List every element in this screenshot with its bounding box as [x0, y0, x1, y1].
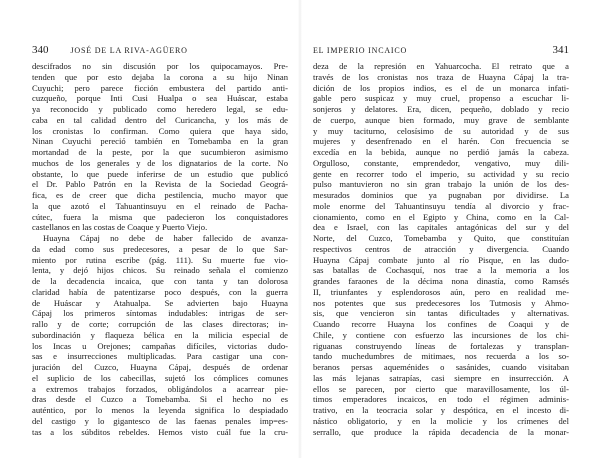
- right-page-body: [313, 61, 569, 437]
- text-line: mujeres y desenfrenado en el harén. Con frecuencia se: [313, 136, 569, 147]
- text-line: Chile, y contiene con esfuerzo las incursiones de los chi-: [313, 329, 569, 340]
- text-line: rallo y de corte; corrupción de las clases directoras; in-: [32, 319, 288, 329]
- text-line: fica, es de creer que dicha pestilencia, mucho mayor que: [32, 190, 288, 200]
- text-line: a extremos trabajos forzados, obligándolos a acarrear pie-: [32, 383, 288, 394]
- text-line: de cuerpo, aunque bien formado, muy grave de semblante: [313, 114, 569, 125]
- text-line: juración del Cuzco, Huayna Cápaj, después de ordenar: [32, 362, 288, 372]
- text-line: las más lejanas satrapías, casi siempre en insurrección. A: [313, 372, 569, 383]
- text-line: sas batallas de Cochasquí, nos trae a la memoria a los: [313, 265, 569, 276]
- text-line: de Huáscar y Atahualpa. Se advierten bajo Huayna: [32, 297, 288, 308]
- text-line: respectivos centros de atracción y divergencia. Cuando: [313, 243, 569, 254]
- text-line: miento por rutina escribe (pág. 111). Su muerte fue vio-: [32, 254, 288, 265]
- text-line: Cápaj los primeros síntomas indudables: intrigas de ser-: [32, 308, 288, 319]
- text-line: sis, que vencieron sin tantas dificultades y alternativas.: [313, 308, 569, 319]
- text-line: ellos se parecen, por cierto que maravillosamente, los úl-: [313, 383, 569, 394]
- text-line: el Dr. Pablo Patrón en la Revista de la Sociedad Geográ-: [32, 179, 288, 190]
- text-line: subordinación y flaqueza bélica en la milicia especial de: [32, 329, 288, 340]
- right-running-head: EL IMPERIO INCAICO: [313, 46, 408, 55]
- text-line: trativo, en la teocracia solar y despótica, en el incesto di-: [313, 405, 569, 415]
- text-line: nástico obligatorio, y en la molicie y los crímenes del: [313, 415, 569, 426]
- text-line: claridad había de patentizarse poco después, con la guerra: [32, 286, 288, 297]
- text-line: la que azotó el Tahuantinsuyu en el reinado de Pacha-: [32, 200, 288, 211]
- text-line: ya reconocido y publicado como heredero legal, se edu-: [32, 104, 288, 114]
- text-line: mole enorme del Tahuantinsuyu tendía al divorcio y frac-: [313, 200, 569, 211]
- text-line: mortandad de la peste, por la que sucumbieron asimismo: [32, 147, 288, 157]
- left-page-body: [32, 61, 288, 437]
- text-line: del castigo y lo gigantesco de las faenas penales imp=es-: [32, 415, 288, 426]
- text-line: lenta, y dejó hijos chicos. Su reinado señala el comienzo: [32, 265, 288, 276]
- text-line: cuzqueño, porque Inti Cusi Hualpa o sea Huáscar, estaba: [32, 93, 288, 104]
- text-line: timos emperadores incaicos, en todo el régimen adminis-: [313, 394, 569, 405]
- text-line: dras desde el Cuzco a Tomebamba. Si el hecho no es: [32, 394, 288, 405]
- text-line: Huayna Cápaj combate junto al río Pisque, en las dudo-: [313, 254, 569, 265]
- left-running-head: JOSÉ DE LA RIVA-AGÜERO: [70, 46, 188, 55]
- text-line: cionamiento, como en el Egipto y China, como en la Cal-: [313, 211, 569, 222]
- text-line: tando muchedumbres de mitimaes, nos recuerda a los so-: [313, 351, 569, 362]
- text-line: mesurados dominios que ya pugnaban por dividirse. La: [313, 190, 569, 200]
- text-line: descifrados no sin discusión por los quipocamayos. Pre-: [32, 61, 288, 71]
- right-page-header: [313, 44, 569, 58]
- text-line: tenden que por esto dejaba la corona a su hijo Ninan: [32, 71, 288, 82]
- text-line: II, triunfantes y esplendorosos aún, pero en realidad me-: [313, 286, 569, 297]
- text-line: tas a los súbditos rebeldes. Hemos visto cuál fue la cru-: [32, 426, 288, 437]
- text-line: pulso mantuvieron no sin gran trabajo la unión de los des-: [313, 179, 569, 190]
- text-line: Orgulloso, constante, emprendedor, vengativo, muy dili-: [313, 157, 569, 168]
- text-line: cútec, fuera la misma que padecieron los conquistadores: [32, 211, 288, 222]
- text-line: serrallo, que produce la rápida decadencia de la monar-: [313, 426, 569, 437]
- text-line: riguanas construyendo líneas de fortalezas y transplan-: [313, 340, 569, 351]
- text-line: sonjeros y delatores. Era, dicen, pequeño, doblado y recio: [313, 104, 569, 114]
- text-line: Ninan Cuyuchi pereció también en Tomebamba en la gran: [32, 136, 288, 147]
- text-line: obstante, lo que puede inferirse de un estudio que publicó: [32, 168, 288, 179]
- text-line: nos potentes que sus predecesores los Tutmosis y Ahmo-: [313, 297, 569, 308]
- text-line: grandes faraones de la décima nona dinastía, como Ramsés: [313, 276, 569, 286]
- text-line: sas e insurrecciones multiplicadas. Para castigar una con-: [32, 351, 288, 362]
- text-line: gable pero suspicaz y muy cruel, propenso a escuchar li-: [313, 93, 569, 104]
- text-line: Cuando recorre Huayna los confines de Coaqui y de: [313, 319, 569, 329]
- right-page: [313, 44, 569, 437]
- text-line: caba en tal calidad dentro del Curicancha, y los más de: [32, 114, 288, 125]
- text-line: beranos persas aqueménides o sasánides, cuando visitaban: [313, 362, 569, 372]
- text-line: gente en recorrer todo el imperio, su actividad y su recio: [313, 168, 569, 179]
- text-line: los cronistas lo confirman. Como quiera que haya sido,: [32, 125, 288, 136]
- text-line: los Incas u Orejones; campañas difíciles, victorias dudo-: [32, 340, 288, 351]
- text-line: castellanos en las costas de Coaque y Puerto Viejo.: [32, 222, 208, 233]
- text-line: Huayna Cápaj no debe de haber fallecido de avanza-: [43, 233, 288, 243]
- text-line: auténtico, por lo menos la leyenda significa lo despiadado: [32, 405, 288, 415]
- book-gutter: [298, 0, 302, 458]
- left-page: [32, 44, 288, 437]
- text-line: dición de los propios indios, es el de un monarca infati-: [313, 82, 569, 93]
- right-page-number: 341: [552, 44, 569, 56]
- text-line: muchos de los generales y de los dignatarios de la corte. No: [32, 157, 288, 168]
- text-line: de la decadencia incaica, que con tanta y tan dolorosa: [32, 276, 288, 286]
- left-page-header: [32, 44, 288, 58]
- text-line: da edad como sus predecesores, a pesar de lo que Sar-: [32, 243, 288, 254]
- text-line: deza de la represión en Yahuarcocha. El retrato que a: [313, 61, 569, 71]
- text-line: y muy taciturno, celosísimo de su autoridad y de sus: [313, 125, 569, 136]
- text-line: dea e Israel, con las capitales antagónicas del sur y del: [313, 222, 569, 233]
- text-line: Norte, del Cuzco, Tomebamba y Quito, que constituían: [313, 233, 569, 243]
- text-line: excedía en la bebida, aunque no perdió jamás la cabeza.: [313, 147, 569, 157]
- text-line: el suplicio de los cabecillas, sujetó los cómplices comunes: [32, 372, 288, 383]
- text-line: través de los cronistas nos traza de Huayna Cápaj la tra-: [313, 71, 569, 82]
- text-line: Cuyuchi; pero parece ficción embustera del partido anti-: [32, 82, 288, 93]
- left-page-number: 340: [32, 44, 49, 56]
